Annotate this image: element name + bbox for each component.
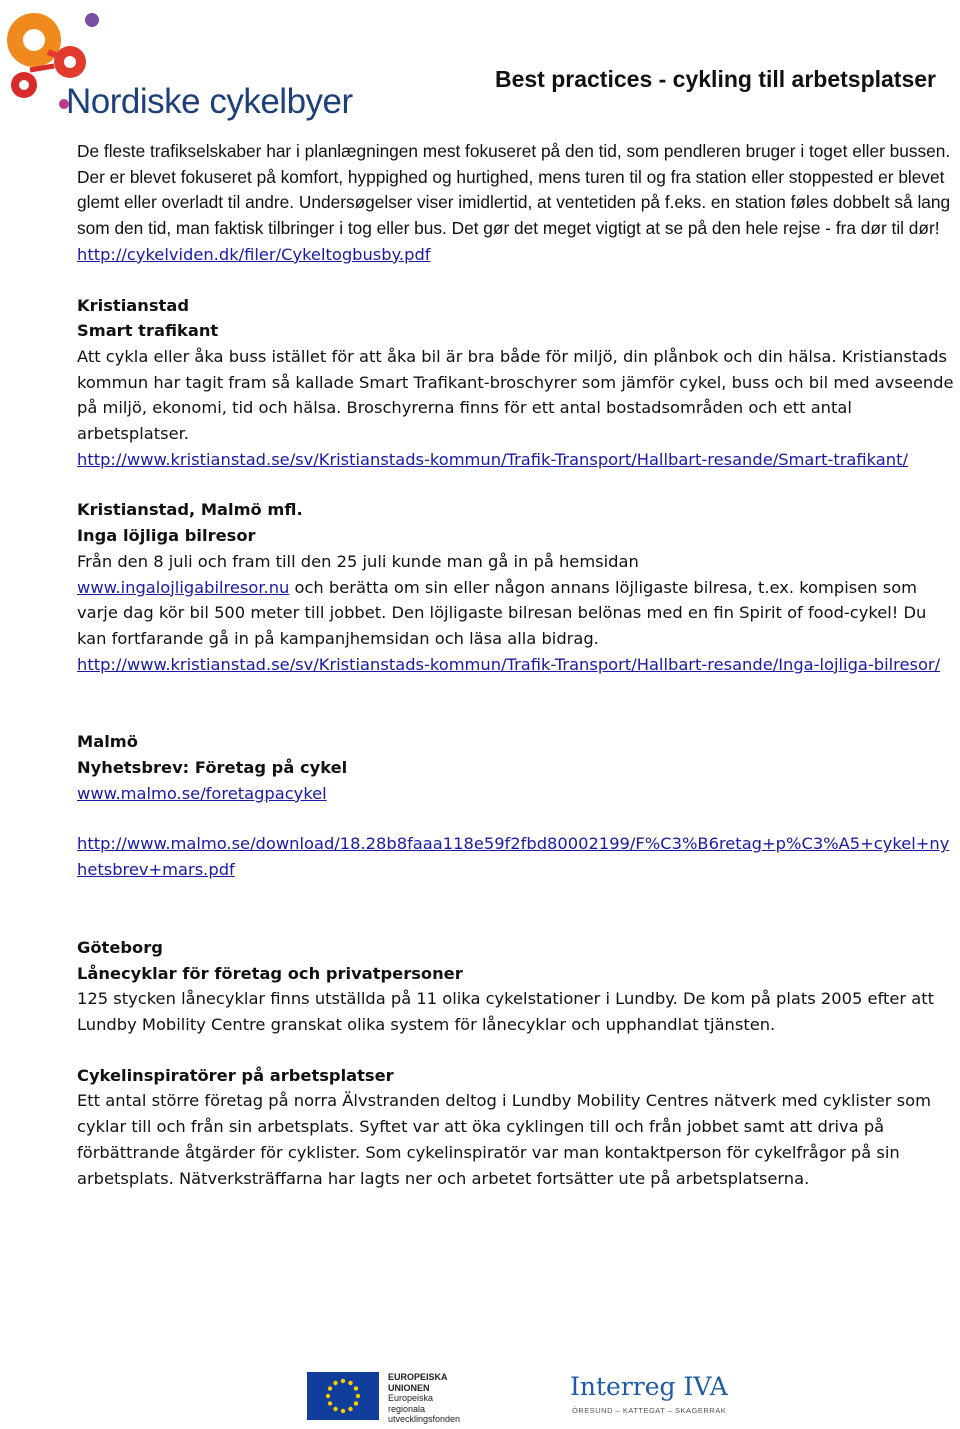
section-place-malmo: Malmö <box>77 732 138 752</box>
section-place-kristianstad-malmo: Kristianstad, Malmö mfl. <box>77 500 303 520</box>
malmo-link-foretagpacykel[interactable]: www.malmo.se/foretagpacykel <box>77 783 327 803</box>
intro-link[interactable]: http://cykelviden.dk/filer/Cykeltogbusby.pdf <box>77 244 431 264</box>
bilresor-link[interactable]: http://www.kristianstad.se/sv/Kristianstads-kommun/Trafik-Transport/Hallbart-resande/Inga-lojliga-bilresor/ <box>77 654 941 674</box>
footer-logos <box>0 1358 960 1429</box>
eu-line-1: EUROPEISKA <box>388 1372 448 1382</box>
section-title-lanecyklar: Lånecyklar för företag och privatpersoner <box>77 963 463 983</box>
document-body <box>77 139 957 1191</box>
interreg-subtitle: ÖRESUND – KATTEGAT – SKAGERRAK <box>572 1406 727 1415</box>
smart-trafikant-text: Att cykla eller åka buss istället för att åka bil är bra både för miljö, din plånbok och din hälsa. Kristianstads kommun har tagit fram så kallade Smart Trafikant-broschyrer som jämför cykel, buss och bil med avseende på miljö, ekonomi, tid och hälsa. Broschyrerna finns för ett antal bostadsområden och ett antal arbetsplatser. <box>77 346 954 444</box>
eu-fund-text <box>388 1372 460 1425</box>
cykelinspiratorer-text: Ett antal större företag på norra Älvstranden deltog i Lundby Mobility Centres nätverk med cyklister som cyklar till och från sin arbetsplats. Syftet var att öka cyklingen till och från jobbet samt att driva på förbättrande åtgärder för cyklister. Som cykelinspiratör var man kontaktperson för cykelfrågor på sin arbetsplats. Nätverksträffarna har lagts ner och arbetet fortsätter ute på arbetsplatserna. <box>77 1091 931 1188</box>
lanecyklar-text: 125 stycken lånecyklar finns utställda på 11 olika cykelstationer i Lundby. De kom på plats 2005 efter att Lundby Mobility Centre granskat olika system för lånecyklar och upphandlat tjänsten. <box>77 989 934 1034</box>
interreg-logo <box>570 1372 728 1418</box>
bilresor-inline-link[interactable]: www.ingalojligabilresor.nu <box>77 577 290 597</box>
bilresor-text-after-link: och berätta om sin eller någon annans löjligaste bilresa, t.ex. kompisen som varje dag kör bil 500 meter till jobbet. Den löjligaste bilresan belönas med en fin Spirit of food-cykel! Du kan fortfarande gå in på kampanjhemsidan och läsa alla bidrag. <box>77 577 927 648</box>
interreg-name: Interreg IVA <box>570 1372 728 1401</box>
section-title-nyhetsbrev: Nyhetsbrev: Företag på cykel <box>77 758 348 778</box>
eu-line-3: Europeiska <box>388 1393 434 1403</box>
malmo-link-nyhetsbrev-pdf[interactable]: http://www.malmo.se/download/18.28b8faaa118e59f2fbd80002199/F%C3%B6retag+p%C3%A5+cykel+nyhetsbrev+mars.pdf <box>77 834 950 880</box>
bilresor-intro-line: Från den 8 juli och fram till den 25 juli kunde man gå in på hemsidan <box>77 551 639 571</box>
section-title-smart-trafikant: Smart trafikant <box>77 321 219 341</box>
section-title-inga-lojliga-bilresor: Inga löjliga bilresor <box>77 526 256 546</box>
section-title-cykelinspiratorer: Cykelinspiratörer på arbetsplatser <box>77 1065 394 1085</box>
eu-line-4: regionala <box>388 1403 426 1414</box>
logo-text: Nordiske cykelbyer <box>66 82 353 121</box>
eu-flag-icon <box>307 1372 379 1420</box>
intro-paragraph: De fleste trafikselskaber har i planlægningen mest fokuseret på den tid, som pendleren bruger i toget eller bussen. Der er blevet fokuseret på komfort, hyppighed og hurtighed, mens turen til og fra station eller stoppested er blevet glemt eller overladt til andre. Undersøgelser viser imidlertid, at ventetiden på f.eks. en station føles dobbelt så lang som den tid, man faktisk tilbringer i tog eller bus. Det gør det meget vigtigt at se på den hele rejse - fra dør til dør! <box>77 141 951 239</box>
eu-line-5: utvecklingsfonden <box>388 1414 461 1424</box>
smart-trafikant-link[interactable]: http://www.kristianstad.se/sv/Kristianstads-kommun/Trafik-Transport/Hallbart-resande/Smart-trafikant/ <box>77 449 908 469</box>
nordiske-cykelbyer-logo <box>0 0 353 128</box>
section-place-goteborg: Göteborg <box>77 937 163 957</box>
section-place-kristianstad: Kristianstad <box>77 295 189 315</box>
eu-line-2: UNIONEN <box>388 1382 430 1393</box>
page-title: Best practices - cykling till arbetsplatser <box>494 66 936 92</box>
bilresor-text <box>77 575 957 652</box>
